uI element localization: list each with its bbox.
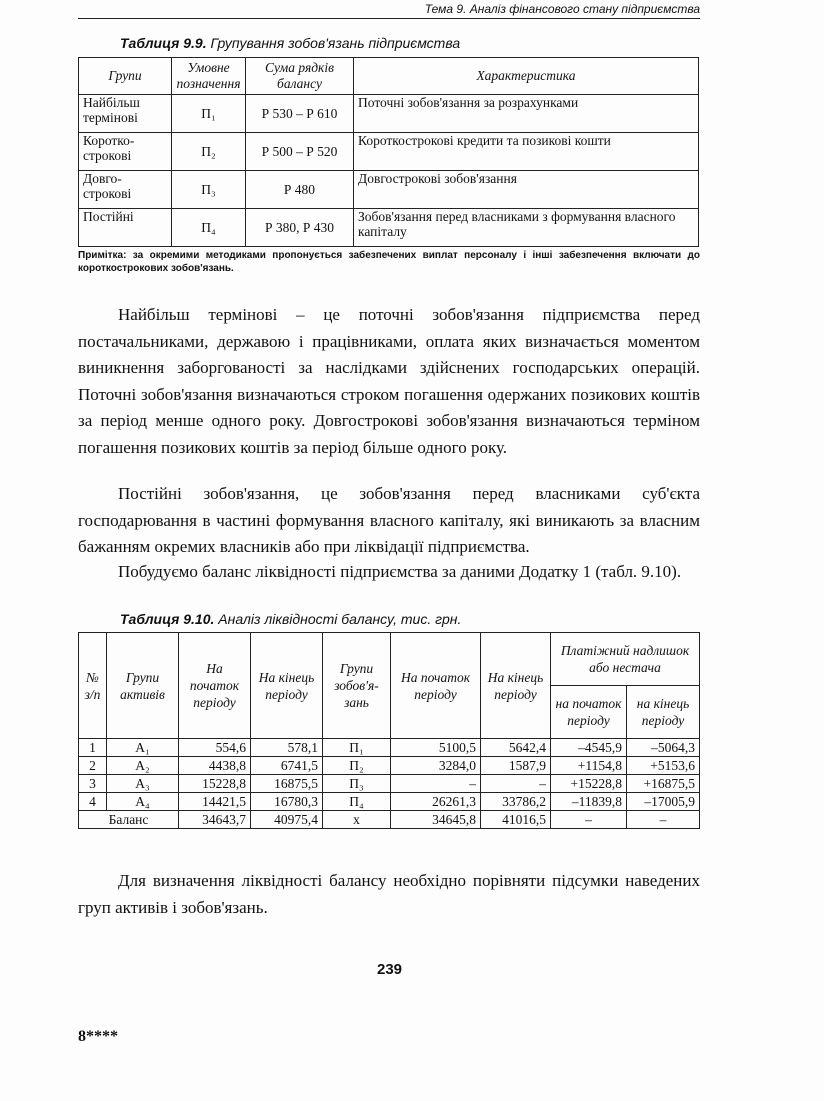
- desc-cell: Довгострокові зобов'язання: [354, 171, 699, 209]
- liab-end: 33786,2: [481, 793, 551, 811]
- total-asset-start: 34643,7: [179, 811, 251, 829]
- table-row: [79, 171, 699, 209]
- row-num: 4: [79, 793, 107, 811]
- code-cell: П₃: [172, 171, 246, 209]
- table2-caption-label: Таблиця 9.10.: [120, 611, 215, 627]
- table2-caption-text: Аналіз ліквідності балансу, тис. грн.: [214, 611, 462, 627]
- liab-end: 5642,4: [481, 739, 551, 757]
- table-row: [79, 739, 700, 757]
- liab-group: П₃: [323, 775, 391, 793]
- table1-caption-label: Таблиця 9.9.: [120, 35, 207, 51]
- liab-start: –: [391, 775, 481, 793]
- table-row: [79, 775, 700, 793]
- asset-end: 6741,5: [251, 757, 323, 775]
- surplus-end: –17005,9: [627, 793, 700, 811]
- asset-group: А₄: [107, 793, 179, 811]
- table-row: [79, 133, 699, 171]
- sum-cell: Р 480: [246, 171, 354, 209]
- page-number: 239: [377, 961, 403, 978]
- sum-cell: Р 380, Р 430: [246, 209, 354, 247]
- row-num: 2: [79, 757, 107, 775]
- table-header-row: [79, 633, 700, 686]
- col-header-code: Умовне позначення: [172, 58, 246, 95]
- paragraph-2: Постійні зобов'язання, це зобов'язання перед власниками суб'єкта господарювання в частині формування власного капіталу, які виникають за власним бажанням окремих власників або при ліквідації підприємства.: [78, 484, 700, 557]
- asset-group: А₃: [107, 775, 179, 793]
- running-header: [78, 0, 700, 19]
- asset-start: 554,6: [179, 739, 251, 757]
- surplus-start: +1154,8: [551, 757, 627, 775]
- code-cell: П₄: [172, 209, 246, 247]
- paragraph-1: Найбільш термінові – це поточні зобов'язання підприємства перед постачальниками, державою і працівниками, оплата яких визначається моментом виникнення заборгованості за наслідками здійснених господарських операцій. Поточні зобов'язання визначаються строком погашення одержаних позикових коштів за період менше одного року. Довгострокові зобов'язання визначаються терміном погашення позикових коштів за період більше одного року.: [78, 305, 700, 457]
- col-header-start2: На початок періоду: [391, 633, 481, 739]
- table1-note: Примітка: за окремими методиками пропонується забезпечених виплат персоналу і інші забезпечення включати до короткострокових зобов'язань.: [78, 250, 700, 274]
- asset-group: А₂: [107, 757, 179, 775]
- desc-cell: Короткострокові кредити та позикові кошти: [354, 133, 699, 171]
- col-header-surplus: Платіжний надлишок або нестача: [551, 633, 700, 686]
- col-header-end2: На кінець періоду: [481, 633, 551, 739]
- table-row: [79, 95, 699, 133]
- liab-group: П₁: [323, 739, 391, 757]
- table1-caption: [120, 35, 460, 51]
- col-header-num: № з/п: [79, 633, 107, 739]
- table-row: [79, 209, 699, 247]
- col-header-asset-group: Групи активів: [107, 633, 179, 739]
- table1-caption-text: Групування зобов'язань підприємства: [206, 35, 461, 51]
- liabilities-grouping-table: [78, 57, 699, 247]
- col-header-start: На початок періоду: [179, 633, 251, 739]
- liab-end: –: [481, 775, 551, 793]
- sum-cell: Р 530 – Р 610: [246, 95, 354, 133]
- col-header-liab-group: Групи зобов'я-зань: [323, 633, 391, 739]
- group-cell: Коротко-строкові: [79, 133, 172, 171]
- surplus-end: +5153,6: [627, 757, 700, 775]
- liab-group: П₄: [323, 793, 391, 811]
- total-surplus-end: –: [627, 811, 700, 829]
- col-header-desc: Характеристика: [354, 58, 699, 95]
- asset-start: 14421,5: [179, 793, 251, 811]
- total-liab-start: 34645,8: [391, 811, 481, 829]
- total-label: Баланс: [79, 811, 179, 829]
- surplus-end: +16875,5: [627, 775, 700, 793]
- asset-end: 16875,5: [251, 775, 323, 793]
- asset-group: А₁: [107, 739, 179, 757]
- total-liab-end: 41016,5: [481, 811, 551, 829]
- table-header-row: [79, 58, 699, 95]
- closing-paragraph: Для визначення ліквідності балансу необхідно порівняти підсумки наведених груп активів і зобов'язань.: [78, 871, 700, 917]
- col-header-surplus-start: на початок періоду: [551, 686, 627, 739]
- col-header-groups: Групи: [79, 58, 172, 95]
- surplus-start: +15228,8: [551, 775, 627, 793]
- col-header-sum: Сума рядків балансу: [246, 58, 354, 95]
- row-num: 3: [79, 775, 107, 793]
- col-header-surplus-end: на кінець періоду: [627, 686, 700, 739]
- asset-end: 578,1: [251, 739, 323, 757]
- surplus-end: –5064,3: [627, 739, 700, 757]
- signature-mark: 8****: [78, 1028, 118, 1045]
- code-cell: П₂: [172, 133, 246, 171]
- running-header-text: Тема 9. Аналіз фінансового стану підприємства: [424, 2, 700, 16]
- surplus-start: –11839,8: [551, 793, 627, 811]
- total-liab-group: х: [323, 811, 391, 829]
- table-row: [79, 793, 700, 811]
- group-cell: Найбільш термінові: [79, 95, 172, 133]
- asset-end: 16780,3: [251, 793, 323, 811]
- table-total-row: [79, 811, 700, 829]
- paragraph-3: Побудуємо баланс ліквідності підприємства за даними Додатку 1 (табл. 9.10).: [118, 562, 682, 581]
- liab-start: 26261,3: [391, 793, 481, 811]
- col-header-end: На кінець періоду: [251, 633, 323, 739]
- row-num: 1: [79, 739, 107, 757]
- group-cell: Довго-строкові: [79, 171, 172, 209]
- surplus-start: –4545,9: [551, 739, 627, 757]
- liab-group: П₂: [323, 757, 391, 775]
- liab-start: 3284,0: [391, 757, 481, 775]
- asset-start: 4438,8: [179, 757, 251, 775]
- desc-cell: Поточні зобов'язання за розрахунками: [354, 95, 699, 133]
- asset-start: 15228,8: [179, 775, 251, 793]
- sum-cell: Р 500 – Р 520: [246, 133, 354, 171]
- desc-cell: Зобов'язання перед власниками з формування власного капіталу: [354, 209, 699, 247]
- liab-end: 1587,9: [481, 757, 551, 775]
- total-surplus-start: –: [551, 811, 627, 829]
- table-row: [79, 757, 700, 775]
- liab-start: 5100,5: [391, 739, 481, 757]
- total-asset-end: 40975,4: [251, 811, 323, 829]
- liquidity-analysis-table: [78, 632, 700, 829]
- group-cell: Постійні: [79, 209, 172, 247]
- code-cell: П₁: [172, 95, 246, 133]
- table2-caption: [120, 611, 461, 627]
